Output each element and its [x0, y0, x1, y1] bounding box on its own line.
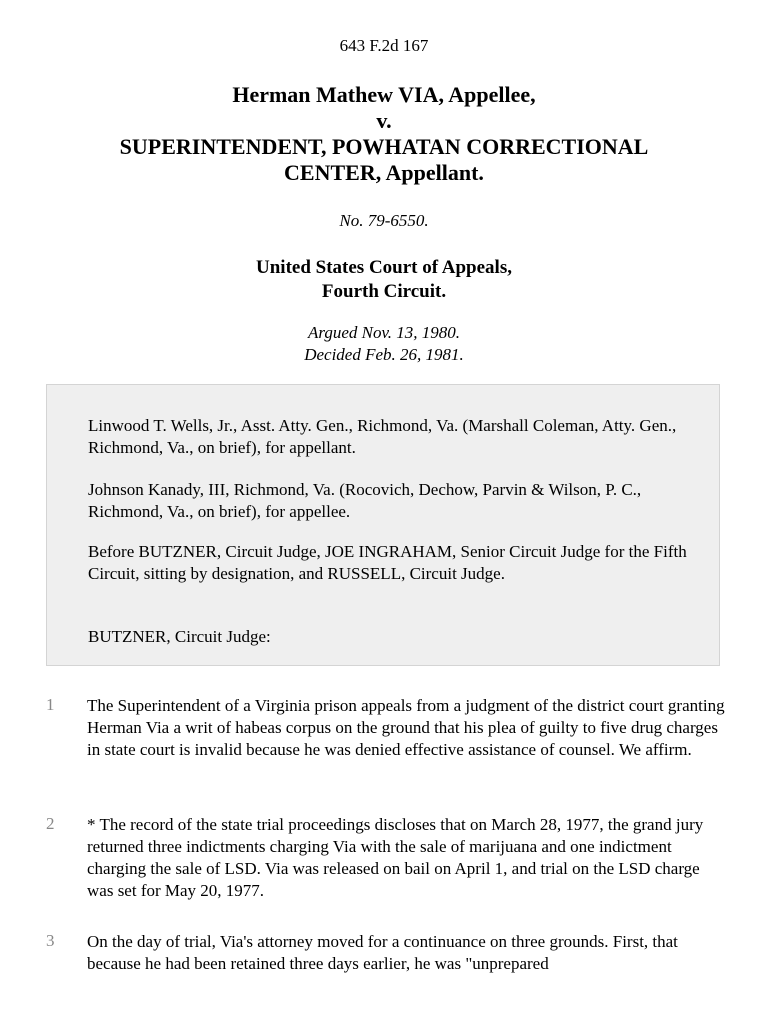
paragraph-text-2: * The record of the state trial proceedings discloses that on March 28, 1977, the grand jury returned three indictments charging Via with the sale of marijuana and one indictment charging the sale of LSD. Via was released on bail on April 1, and trial on the LSD charge was set for May 20, 1977.	[87, 815, 704, 900]
argued-date: Argued Nov. 13, 1980.	[307, 323, 461, 342]
docket-number: No. 79-6550.	[339, 211, 429, 230]
paragraph-text-3: On the day of trial, Via's attorney moved for a continuance on three grounds. First, that because he had been retained three days earlier, he was "unprepared	[87, 932, 678, 973]
opinion-author: BUTZNER, Circuit Judge:	[88, 627, 271, 646]
appellee-counsel: Johnson Kanady, III, Richmond, Va. (Rocovich, Dechow, Parvin & Wilson, P. C., Richmond, Va., on brief), for appellee.	[88, 480, 642, 521]
counsel-box	[46, 384, 720, 666]
paragraph-number-2: 2	[46, 814, 55, 833]
appellant-counsel: Linwood T. Wells, Jr., Asst. Atty. Gen., Richmond, Va. (Marshall Coleman, Atty. Gen., Richmond, Va., on brief), for appellant.	[88, 416, 677, 457]
paragraph-text-1: The Superintendent of a Virginia prison appeals from a judgment of the district court granting Herman Via a writ of habeas corpus on the ground that his plea of guilty to five drug charges in state court is invalid because he was denied effective assistance of counsel. We affirm.	[87, 696, 725, 759]
paragraph-number-1: 1	[46, 695, 55, 714]
appellant-name-line2: CENTER, Appellant.	[284, 160, 484, 185]
appellant-name-line1: SUPERINTENDENT, POWHATAN CORRECTIONAL	[119, 134, 649, 159]
court-name-line1: United States Court of Appeals,	[256, 257, 512, 278]
court-name-line2: Fourth Circuit.	[321, 281, 447, 302]
court-name	[0, 256, 768, 304]
case-parties	[0, 82, 768, 186]
appellee-name: Herman Mathew VIA, Appellee,	[232, 82, 536, 107]
case-dates	[0, 322, 768, 366]
versus-label: v.	[376, 108, 392, 133]
panel-judges: Before BUTZNER, Circuit Judge, JOE INGRAHAM, Senior Circuit Judge for the Fifth Circuit, sitting by designation, and RUSSELL, Circuit Judge.	[88, 542, 687, 583]
case-citation: 643 F.2d 167	[339, 36, 429, 55]
paragraph-number-3: 3	[46, 931, 55, 950]
decided-date: Decided Feb. 26, 1981.	[304, 345, 464, 364]
